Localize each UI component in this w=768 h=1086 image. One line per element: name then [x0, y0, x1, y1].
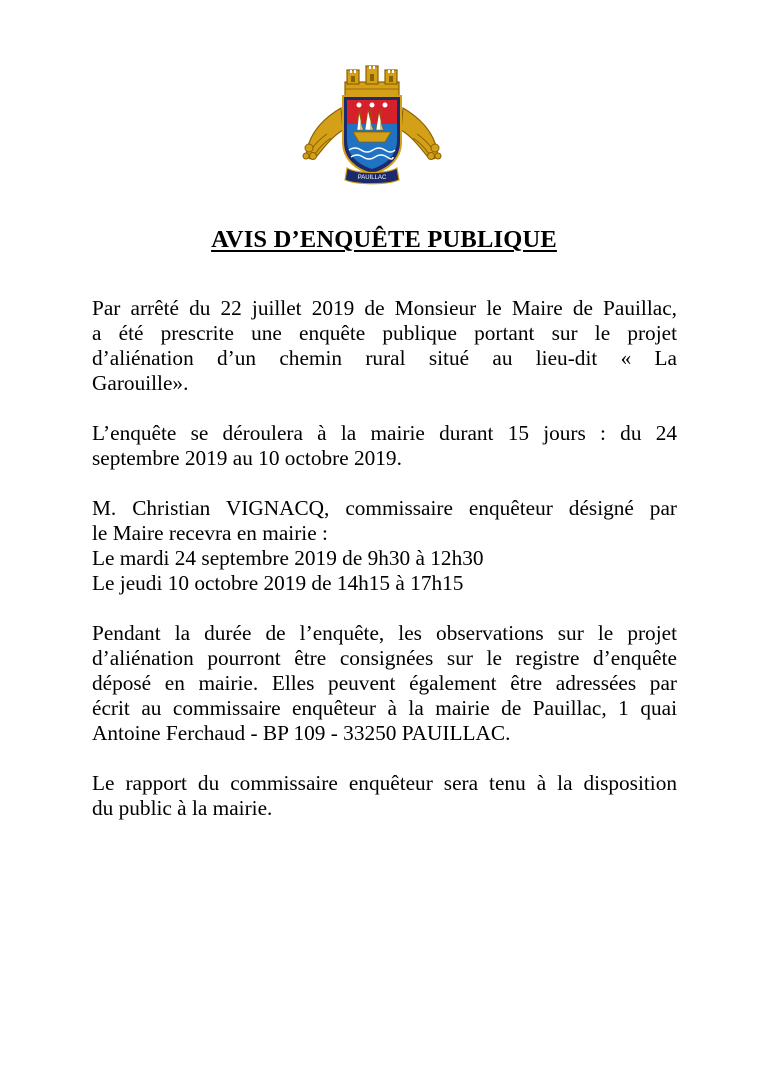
text-line: a été prescrite une enquête publique portant sur le projet	[92, 321, 677, 345]
text-line: d’aliénation d’un chemin rural situé au lieu-dit « La	[92, 346, 677, 370]
paragraph-rapport	[92, 771, 677, 821]
text-line: M. Christian VIGNACQ, commissaire enquêteur désigné par	[92, 496, 677, 520]
text-line: Garouille».	[92, 371, 189, 395]
paragraph-arrete	[92, 296, 677, 396]
pauillac-coat-of-arms-logo	[301, 64, 443, 186]
text-line: du public à la mairie.	[92, 796, 273, 820]
text-line: le Maire recevra en mairie :	[92, 521, 328, 545]
crest-banner-text: PAUILLAC	[357, 175, 387, 181]
text-line: Antoine Ferchaud - BP 109 - 33250 PAUILLAC.	[92, 721, 511, 745]
text-line: Pendant la durée de l’enquête, les observations sur le projet	[92, 621, 677, 645]
permanence-line: Le mardi 24 septembre 2019 de 9h30 à 12h30	[92, 546, 484, 570]
paragraph-commissaire	[92, 496, 677, 596]
notice-title: AVIS D’ENQUÊTE PUBLIQUE	[211, 226, 557, 253]
text-line: écrit au commissaire enquêteur à la mairie de Pauillac, 1 quai	[92, 696, 677, 720]
left-cornucopia	[303, 108, 343, 160]
text-line: d’aliénation pourront être consignées sur le registre d’enquête	[92, 646, 677, 670]
notice-body	[92, 296, 677, 846]
text-line: L’enquête se déroulera à la mairie durant 15 jours : du 24	[92, 421, 677, 445]
permanence-line: Le jeudi 10 octobre 2019 de 14h15 à 17h15	[92, 571, 464, 595]
text-line: septembre 2019 au 10 octobre 2019.	[92, 446, 402, 470]
text-line: déposé en mairie. Elles peuvent également être adressées par	[92, 671, 677, 695]
paragraph-observations	[92, 621, 677, 746]
shield	[343, 96, 401, 174]
text-line: Le rapport du commissaire enquêteur sera tenu à la disposition	[92, 771, 677, 795]
text-line: Par arrêté du 22 juillet 2019 de Monsieur le Maire de Pauillac,	[92, 296, 677, 320]
right-cornucopia	[401, 108, 441, 160]
mural-crown	[345, 66, 399, 96]
paragraph-duree	[92, 421, 677, 471]
